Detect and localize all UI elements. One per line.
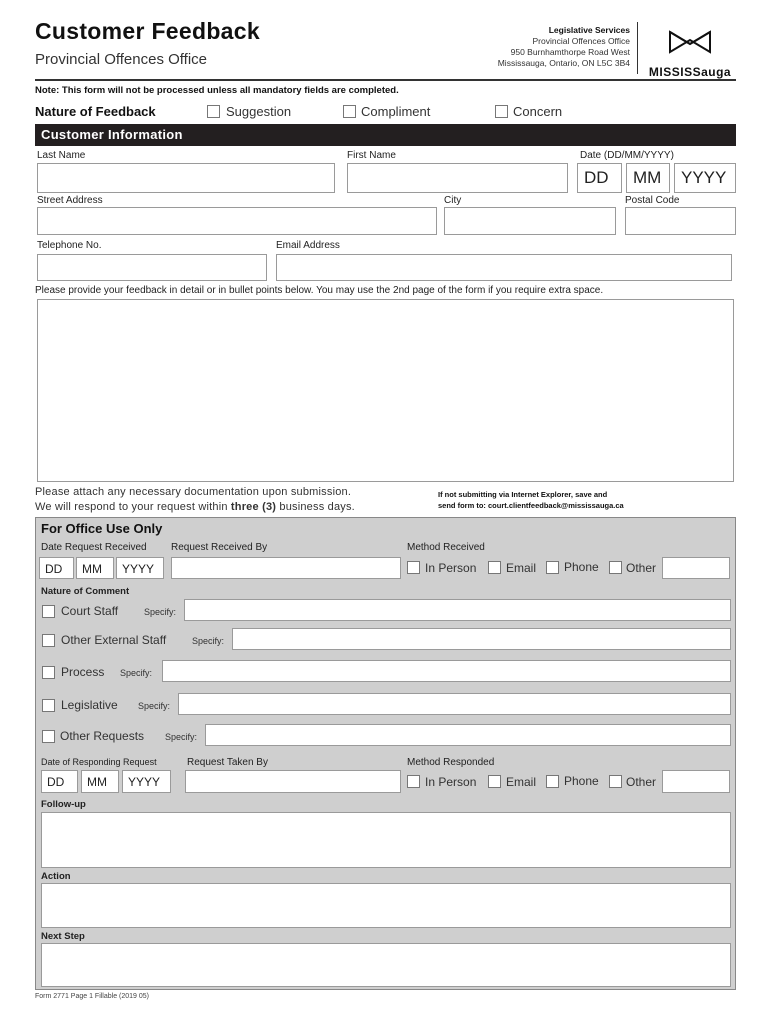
received-email-label: Email <box>506 561 537 575</box>
suggestion-label: Suggestion <box>226 104 292 119</box>
other-external-specify-label: Specify: <box>192 636 225 646</box>
logo-mark-icon <box>645 28 735 58</box>
received-dd-field[interactable]: DD <box>39 557 74 579</box>
action-label: Action <box>41 871 71 882</box>
first-name-label: First Name <box>347 150 396 161</box>
date-received-label: Date Request Received <box>41 542 147 553</box>
page-title: Customer Feedback <box>35 18 260 44</box>
header-divider <box>637 22 638 74</box>
received-other-label: Other <box>626 561 657 575</box>
process-label: Process <box>61 665 105 679</box>
office-address-block <box>498 25 630 69</box>
date-dd-field[interactable]: DD <box>577 163 622 193</box>
court-staff-label: Court Staff <box>61 604 119 618</box>
respond-post: business days. <box>276 501 355 513</box>
court-staff-specify-field[interactable] <box>184 599 731 621</box>
feedback-prompt: Please provide your feedback in detail or in bullet points below. You may use the 2nd page of the form if you require extra space. <box>35 285 604 296</box>
court-staff-specify-label: Specify: <box>144 607 177 617</box>
last-name-label: Last Name <box>37 150 86 161</box>
city-field[interactable] <box>444 207 616 235</box>
responded-other-field[interactable] <box>662 770 730 793</box>
ie-note <box>438 489 624 511</box>
form-id: Form 2771 Page 1 Fillable (2019 05) <box>35 993 150 1000</box>
compliment-checkbox[interactable] <box>343 105 356 118</box>
received-in-person-checkbox[interactable] <box>407 561 420 574</box>
next-step-field[interactable] <box>41 943 731 987</box>
responding-dd-field[interactable]: DD <box>41 770 78 793</box>
dept-name: Legislative Services <box>548 25 630 35</box>
method-received-label: Method Received <box>407 542 485 553</box>
received-phone-checkbox[interactable] <box>546 561 559 574</box>
other-requests-checkbox[interactable] <box>42 730 55 743</box>
respond-bold: three (3) <box>230 501 277 513</box>
action-field[interactable] <box>41 883 731 928</box>
responded-phone-checkbox[interactable] <box>546 775 559 788</box>
address-line-1: 950 Burnhamthorpe Road West <box>510 47 630 57</box>
nature-of-comment-label: Nature of Comment <box>41 586 130 597</box>
responded-other-checkbox[interactable] <box>609 775 622 788</box>
received-other-field[interactable] <box>662 557 730 579</box>
address-line-2: Mississauga, Ontario, ON L5C 3B4 <box>497 58 630 68</box>
customer-info-header <box>35 124 736 146</box>
date-mm-field[interactable]: MM <box>626 163 670 193</box>
postal-label: Postal Code <box>625 195 680 206</box>
other-requests-specify-label: Specify: <box>165 732 198 742</box>
received-other-checkbox[interactable] <box>609 561 622 574</box>
process-checkbox[interactable] <box>42 666 55 679</box>
suggestion-checkbox[interactable] <box>207 105 220 118</box>
next-step-label: Next Step <box>41 931 85 942</box>
logo-wordmark: MISSISSauga <box>648 65 732 79</box>
received-phone-label: Phone <box>564 560 599 574</box>
other-external-staff-label: Other External Staff <box>61 633 167 647</box>
received-yyyy-field[interactable]: YYYY <box>116 557 164 579</box>
process-specify-field[interactable] <box>162 660 731 682</box>
responded-email-checkbox[interactable] <box>488 775 501 788</box>
feedback-textarea[interactable] <box>37 299 734 482</box>
first-name-field[interactable] <box>347 163 568 193</box>
date-yyyy-field[interactable]: YYYY <box>674 163 736 193</box>
responded-other-label: Other <box>626 775 657 789</box>
responded-email-label: Email <box>506 775 537 789</box>
other-requests-specify-field[interactable] <box>205 724 731 746</box>
other-external-specify-field[interactable] <box>232 628 731 650</box>
other-requests-label: Other Requests <box>60 729 145 743</box>
received-mm-field[interactable]: MM <box>76 557 114 579</box>
taken-by-field[interactable] <box>185 770 401 793</box>
attach-note: Please attach any necessary documentation upon submission. <box>35 486 352 498</box>
compliment-label: Compliment <box>361 104 431 119</box>
method-responded-label: Method Responded <box>407 757 495 768</box>
phone-label: Telephone No. <box>37 240 102 251</box>
header-rule <box>35 79 736 81</box>
responded-phone-label: Phone <box>564 774 599 788</box>
responding-mm-field[interactable]: MM <box>81 770 119 793</box>
received-by-field[interactable] <box>171 557 401 579</box>
legislative-checkbox[interactable] <box>42 699 55 712</box>
mandatory-note <box>35 85 399 96</box>
date-responding-label: Date of Responding Request <box>41 757 157 767</box>
responded-in-person-label: In Person <box>425 775 477 789</box>
office-name: Provincial Offences Office <box>532 36 630 46</box>
postal-field[interactable] <box>625 207 736 235</box>
taken-by-label: Request Taken By <box>187 757 268 768</box>
followup-field[interactable] <box>41 812 731 868</box>
court-staff-checkbox[interactable] <box>42 605 55 618</box>
last-name-field[interactable] <box>37 163 335 193</box>
street-field[interactable] <box>37 207 437 235</box>
concern-label: Concern <box>513 104 563 119</box>
street-label: Street Address <box>37 195 103 206</box>
received-by-label: Request Received By <box>171 542 268 553</box>
legislative-specify-field[interactable] <box>178 693 731 715</box>
phone-field[interactable] <box>37 254 267 281</box>
received-email-checkbox[interactable] <box>488 561 501 574</box>
received-in-person-label: In Person <box>425 561 477 575</box>
page-subtitle: Provincial Offences Office <box>35 51 208 68</box>
responding-yyyy-field[interactable]: YYYY <box>122 770 171 793</box>
respond-pre: We will respond to your request within <box>35 501 231 513</box>
date-label: Date (DD/MM/YYYY) <box>580 150 674 161</box>
followup-label: Follow-up <box>41 799 86 810</box>
email-label: Email Address <box>276 240 340 251</box>
city-label: City <box>444 195 462 206</box>
process-specify-label: Specify: <box>120 668 153 678</box>
legislative-label: Legislative <box>61 698 118 712</box>
legislative-specify-label: Specify: <box>138 701 171 711</box>
nature-of-feedback-label: Nature of Feedback <box>35 104 156 119</box>
customer-info-heading: Customer Information <box>41 127 183 142</box>
note-prefix: Note: <box>35 85 60 96</box>
email-field[interactable] <box>276 254 732 281</box>
note-text: This form will not be processed unless all mandatory fields are completed. <box>59 85 399 96</box>
responded-in-person-checkbox[interactable] <box>407 775 420 788</box>
concern-checkbox[interactable] <box>495 105 508 118</box>
mississauga-logo <box>645 28 735 79</box>
other-external-staff-checkbox[interactable] <box>42 634 55 647</box>
ie-note-line-2: send form to: court.clientfeedback@mississauga.ca <box>438 501 624 510</box>
respond-note <box>35 501 355 513</box>
office-use-heading: For Office Use Only <box>41 521 163 536</box>
ie-note-line-1: If not submitting via Internet Explorer, save and <box>438 490 608 499</box>
